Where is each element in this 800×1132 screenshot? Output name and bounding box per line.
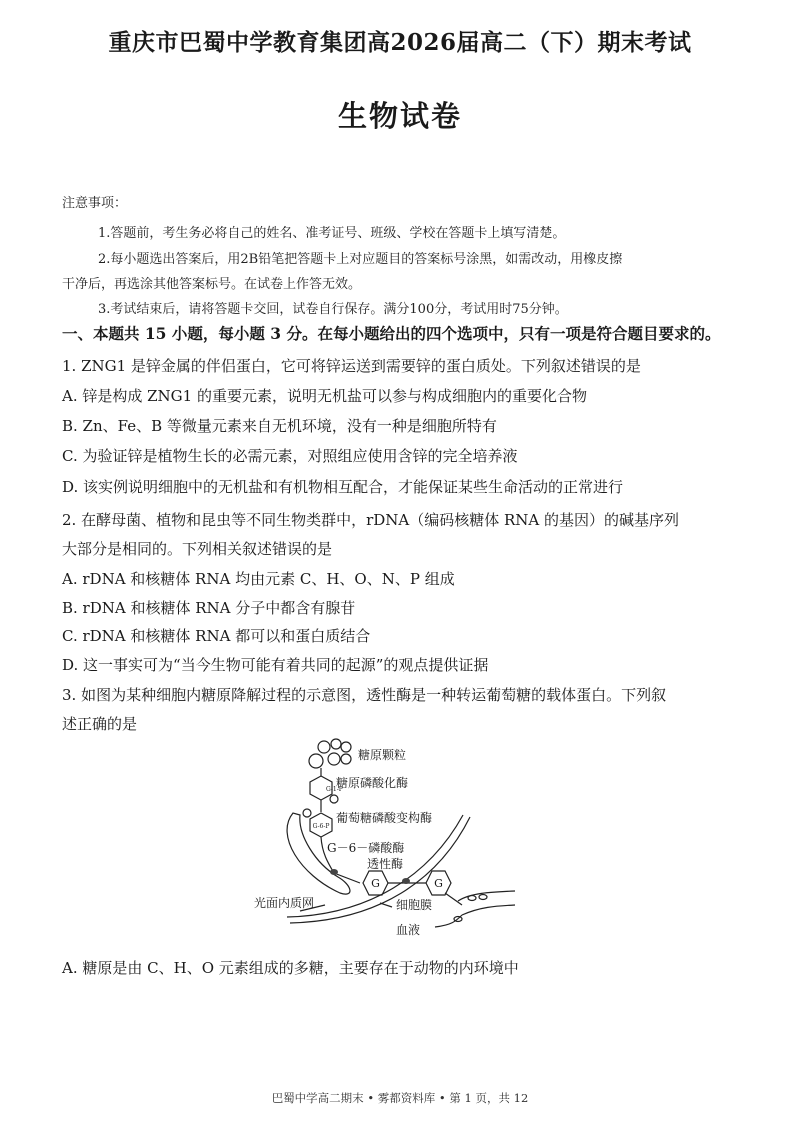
glycogen-label: 糖原颗粒 [358, 748, 407, 762]
question-option: D. 该实例说明细胞中的无机盐和有机物相互配合，才能保证某些生命活动的正常进行 [62, 478, 624, 496]
question-option: B. Zn、Fe、B 等微量元素来自无机环境，没有一种是细胞所特有 [62, 417, 497, 435]
phosphorylase-label: 糖原磷酸化酶 [336, 776, 409, 790]
g6pase-label: G－6－磷酸酶 [327, 841, 405, 855]
blood-label: 血液 [396, 923, 421, 937]
note-item: 3.考试结束后，请将答题卡交回，试卷自行保存。满分100分，考试用时75分钟。 [98, 302, 568, 317]
question-option: A. 锌是构成 ZNG1 的重要元素，说明无机盐可以参与构成细胞内的重要化合物 [62, 387, 587, 405]
question-stem: 大部分是相同的。下列相关叙述错误的是 [62, 540, 333, 558]
question-stem: 1. ZNG1 是锌金属的伴侣蛋白，它可将锌运送到需要锌的蛋白质处。下列叙述错误的是 [62, 357, 641, 375]
question-option: B. rDNA 和核糖体 RNA 分子中都含有腺苷 [62, 599, 356, 617]
g1p-label: G-1-P [326, 786, 343, 793]
question-stem: 述正确的是 [62, 715, 138, 733]
permease-icon [402, 878, 410, 884]
question-option: A. rDNA 和核糖体 RNA 均由元素 C、H、O、N、P 组成 [62, 570, 455, 588]
question-option: C. 为验证锌是植物生长的必需元素，对照组应使用含锌的完全培养液 [62, 447, 518, 465]
phosphate-icon [330, 795, 338, 803]
question-stem: 2. 在酵母菌、植物和昆虫等不同生物类群中，rDNA（编码核糖体 RNA 的基因）的碱基序列 [62, 511, 680, 529]
membrane-label: 细胞膜 [396, 898, 433, 912]
question-option: A. 糖原是由 C、H、O 元素组成的多糖，主要存在于动物的内环境中 [62, 959, 519, 977]
note-item: 干净后，再选涂其他答案标号。在试卷上作答无效。 [62, 277, 362, 292]
question-stem: 3. 如图为某种细胞内糖原降解过程的示意图，透性酶是一种转运葡萄糖的载体蛋白。下列叙 [62, 686, 667, 704]
mutase-label: 葡萄糖磷酸变构酶 [336, 811, 433, 825]
section-heading: 一、本题共 15 小题，每小题 3 分。在每小题给出的四个选项中，只有一项是符合题目要求的。 [62, 324, 721, 343]
notes-heading: 注意事项： [62, 196, 128, 211]
exam-subject: 生物试卷 [337, 99, 462, 133]
glucose-label: G [371, 877, 380, 890]
question-option: C. rDNA 和核糖体 RNA 都可以和蛋白质结合 [62, 627, 371, 645]
phosphate-icon [303, 809, 311, 817]
g6p-label: G-6-P [312, 823, 330, 830]
page-footer: 巴蜀中学高二期末 • 雾都资料库 • 第 1 页，共 12 [271, 1091, 529, 1105]
note-item: 2.每小题选出答案后，用2B铅笔把答题卡上对应题目的答案标号涂黑，如需改动，用橡皮擦 [98, 252, 623, 267]
smooth-er-label: 光面内质网 [254, 896, 315, 910]
g6pase-enzyme-icon [330, 869, 338, 875]
glucose-label: G [434, 877, 443, 890]
exam-title: 重庆市巴蜀中学教育集团高2026届高二（下）期末考试 [108, 29, 692, 56]
question-option: D. 这一事实可为“当今生物可能有着共同的起源”的观点提供证据 [62, 656, 489, 674]
note-item: 1.答题前，考生务必将自己的姓名、准考证号、班级、学校在答题卡上填写清楚。 [98, 226, 566, 241]
permease-label: 透性酶 [367, 857, 404, 871]
glycogen-granule-icon [309, 739, 351, 768]
glycogen-degradation-diagram [230, 735, 550, 955]
